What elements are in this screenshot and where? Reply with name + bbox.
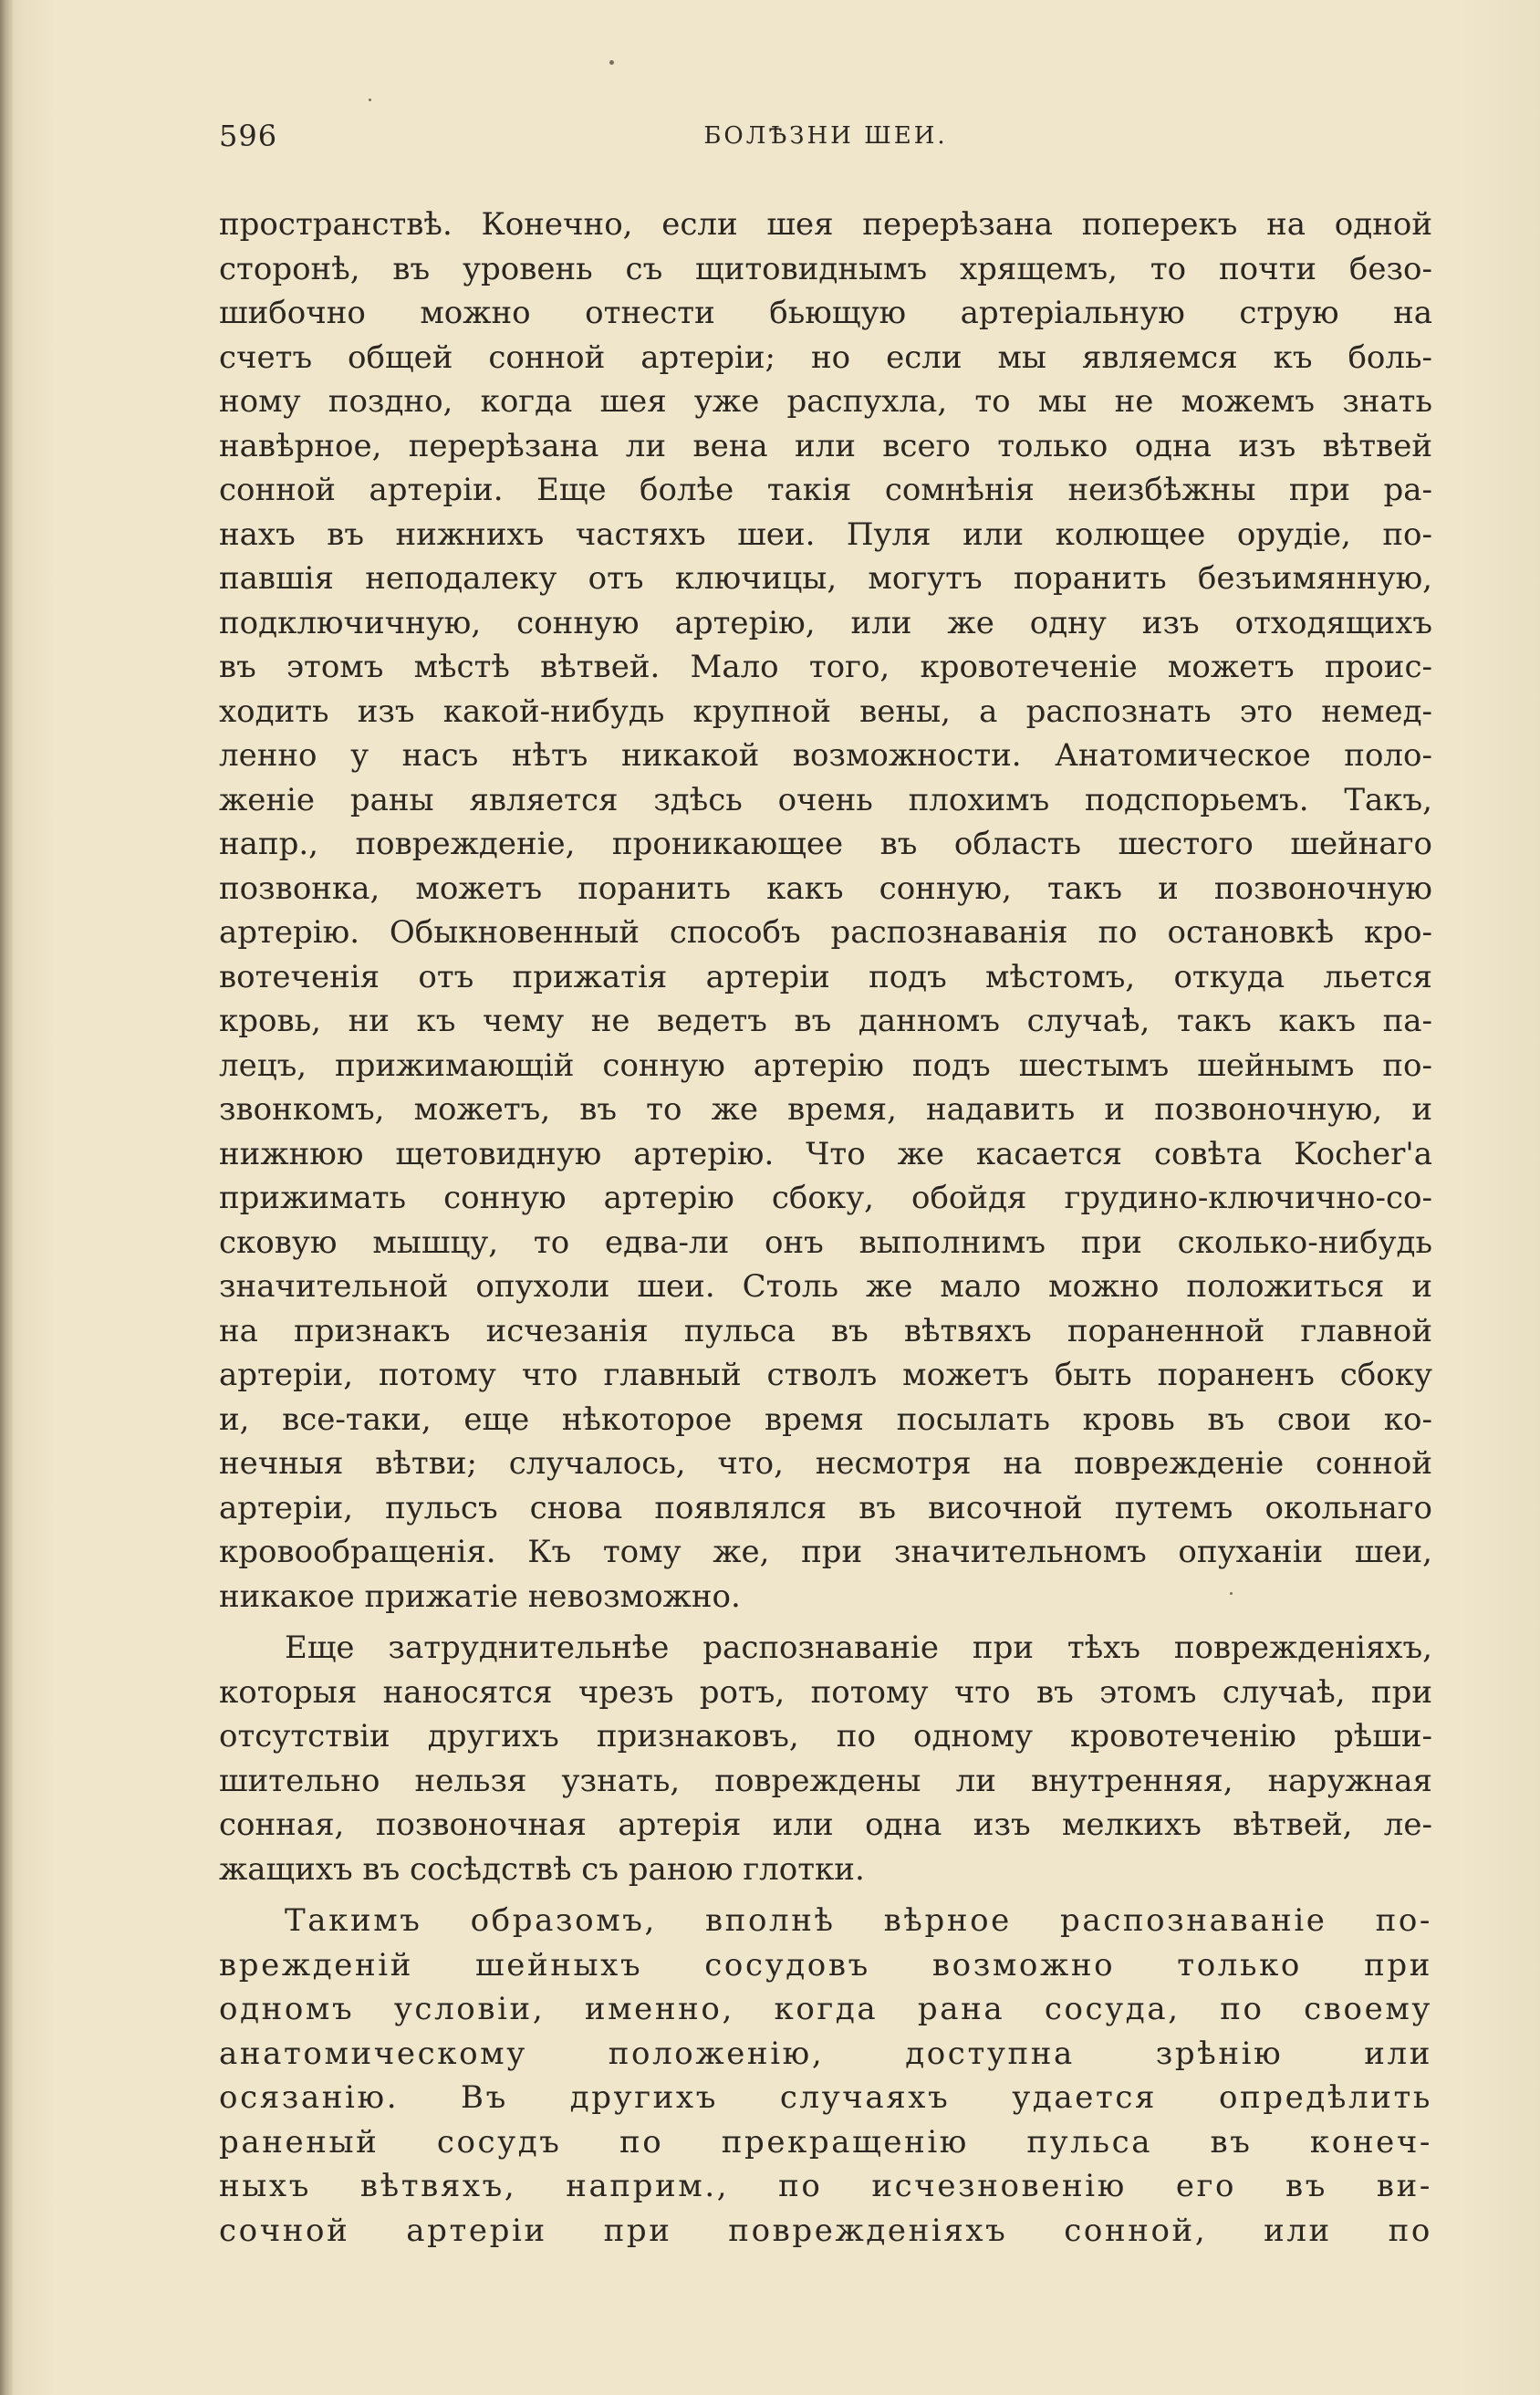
text-line: напр., поврежденіе, проникающее въ область шестого шейнаго: [219, 826, 1432, 862]
text-line: въ этомъ мѣстѣ вѣтвей. Мало того, кровотеченіе можетъ проис-: [219, 649, 1432, 685]
paragraph: [219, 1619, 1432, 1891]
paragraph-gap: [219, 1619, 1432, 1626]
text-line: позвонка, можетъ поранить какъ сонную, такъ и позвоночную: [219, 869, 1432, 907]
page-binding-edge: [0, 0, 13, 2395]
text-line: и, все-таки, еще нѣкоторое время посылать кровь въ свои ко-: [219, 1401, 1432, 1438]
running-title: БОЛѢЗНИ ШЕИ.: [703, 122, 948, 150]
text-line: сонной артеріи. Еще болѣе такія сомнѣнія неизбѣжны при ра-: [219, 472, 1432, 508]
text-line: сковую мышцу, то едва-ли онъ выполнимъ при сколько-нибудь: [219, 1224, 1432, 1261]
text-line: ходить изъ какой-нибудь крупной вены, а распознать это немед-: [219, 692, 1432, 730]
text-line: Еще затруднительнѣе распознаваніе при тѣхъ поврежденіяхъ,: [285, 1630, 1432, 1666]
text-line: артеріи, пульсъ снова появлялся въ височной путемъ окольнаго: [219, 1489, 1432, 1526]
text-line: ному поздно, когда шея уже распухла, то мы не можемъ знать: [219, 383, 1432, 420]
text-line: звонкомъ, можетъ, въ то же время, надавить и позвоночную, и: [219, 1091, 1432, 1128]
text-line: нижнюю щетовидную артерію. Что же касается совѣта Kocher'а: [219, 1135, 1432, 1172]
text-line: нечныя вѣтви; случалось, что, несмотря на поврежденіе сонной: [219, 1445, 1432, 1482]
text-line: на признакъ исчезанія пульса въ вѣтвяхъ пораненной главной: [219, 1312, 1432, 1349]
text-line: нахъ въ нижнихъ частяхъ шеи. Пуля или колющее орудіе, по-: [219, 515, 1432, 553]
paragraph: [219, 1891, 1432, 2253]
text-line: значительной опухоли шеи. Столь же мало можно положиться и: [219, 1268, 1432, 1305]
text-line: прижимать сонную артерію сбоку, обойдя грудино-ключично-со-: [219, 1180, 1432, 1216]
text-line: ленно у насъ нѣтъ никакой возможности. Анатомическое поло-: [219, 737, 1432, 774]
text-line: осязанію. Въ другихъ случаяхъ удается опредѣлить: [219, 2079, 1432, 2116]
text-line: Такимъ образомъ, вполнѣ вѣрное распознаваніе по-: [285, 1902, 1432, 1939]
text-line: подключичную, сонную артерію, или же одну изъ отходящихъ: [219, 604, 1432, 641]
text-line: вотеченія отъ прижатія артеріи подъ мѣстомъ, откуда льется: [219, 958, 1432, 995]
text-line: счетъ общей сонной артеріи; но если мы являемся къ боль-: [219, 338, 1432, 376]
text-line: врежденій шейныхъ сосудовъ возможно только при: [219, 1946, 1432, 1984]
body-text: [219, 203, 1432, 2253]
text-line: сочной артеріи при поврежденіяхъ сонной, или по: [219, 2212, 1432, 2249]
ink-speck: [369, 99, 371, 101]
text-line: раненый сосудъ по прекращенію пульса въ конеч-: [219, 2123, 1432, 2161]
text-line: никакое прижатіе невозможно.: [219, 1578, 741, 1615]
ink-speck: [609, 60, 614, 65]
paragraph: [219, 203, 1432, 1619]
text-line: сонная, позвоночная артерія или одна изъ мелкихъ вѣтвей, ле-: [219, 1807, 1432, 1843]
text-line: артерію. Обыкновенный способъ распознаванія по остановкѣ кро-: [219, 914, 1432, 951]
text-line: кровь, ни къ чему не ведетъ въ данномъ случаѣ, такъ какъ па-: [219, 1003, 1432, 1039]
text-line: навѣрное, перерѣзана ли вена или всего только одна изъ вѣтвей: [219, 427, 1432, 464]
paragraph-gap: [219, 1891, 1432, 1899]
text-line: пространствѣ. Конечно, если шея перерѣзана поперекъ на одной: [219, 206, 1432, 243]
page-header: [219, 119, 1432, 155]
text-line: сторонѣ, въ уровень съ щитовиднымъ хрящемъ, то почти безо-: [219, 250, 1432, 287]
text-line: женіе раны является здѣсь очень плохимъ подспорьемъ. Такъ,: [219, 781, 1432, 818]
text-line: анатомическому положенію, доступна зрѣнію или: [219, 2035, 1432, 2072]
text-line: шибочно можно отнести бьющую артеріальную струю на: [219, 295, 1432, 331]
text-line: отсутствіи другихъ признаковъ, по одному кровотеченію рѣши-: [219, 1718, 1432, 1755]
text-line: одномъ условіи, именно, когда рана сосуда, по своему: [219, 1991, 1432, 2027]
text-line: лецъ, прижимающій сонную артерію подъ шестымъ шейнымъ по-: [219, 1047, 1432, 1084]
text-line: ныхъ вѣтвяхъ, наприм., по исчезновенію его въ ви-: [219, 2168, 1432, 2204]
text-line: шительно нельзя узнать, повреждены ли внутренняя, наружная: [219, 1762, 1432, 1799]
page-number: 596: [219, 119, 278, 153]
text-line: жащихъ въ сосѣдствѣ съ раною глотки.: [219, 1850, 865, 1888]
text-line: павшія неподалеку отъ ключицы, могутъ поранить безъимянную,: [219, 560, 1432, 597]
ink-speck: [1230, 1592, 1233, 1595]
text-line: которыя наносятся чрезъ ротъ, потому что въ этомъ случаѣ, при: [219, 1673, 1432, 1711]
text-line: артеріи, потому что главный стволъ можетъ быть пораненъ сбоку: [219, 1357, 1432, 1393]
text-line: кровообращенія. Къ тому же, при значительномъ опуханіи шеи,: [219, 1534, 1432, 1570]
